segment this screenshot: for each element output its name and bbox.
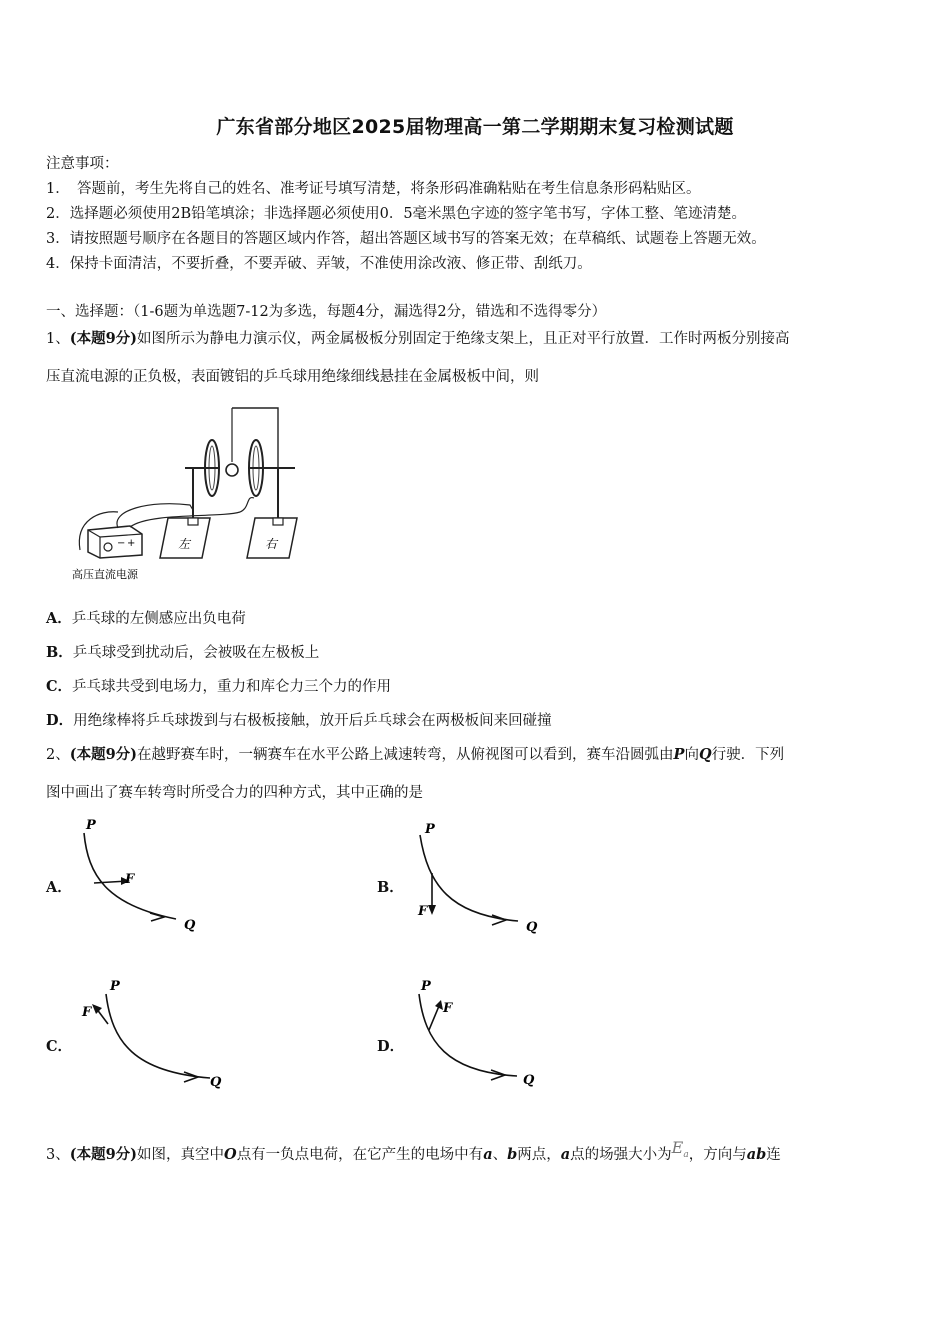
notice-item: 2．选择题必须使用2B铅笔填涂；非选择题必须使用0．5毫米黑色字迹的签字笔书写，字体工整、笔迹清楚。 xyxy=(46,206,747,222)
label-p: P xyxy=(421,979,431,994)
q2-text-line2: 图中画出了赛车转弯时所受合力的四种方式，其中正确的是 xyxy=(46,785,423,801)
q2-stem: 行驶．下列 xyxy=(711,747,785,763)
right-base-label: 右 xyxy=(265,537,278,551)
q3-stem: 点有一负点电荷，在它产生的电场中有 xyxy=(236,1147,484,1163)
option-letter: B． xyxy=(46,644,73,661)
q2-option-d-label[interactable]: D． xyxy=(377,1038,405,1055)
q2-option-b-figure[interactable] xyxy=(410,815,545,940)
section-heading: 一、选择题：（1-6题为单选题7-12为多选，每题4分，漏选得2分，错选和不选得零分） xyxy=(46,304,607,320)
q2-option-c-figure[interactable] xyxy=(78,972,228,1097)
option-text: 用绝缘棒将乒乓球拨到与右极板接触，放开后乒乓球会在两极板间来回碰撞 xyxy=(73,713,552,729)
ping-pong-ball xyxy=(226,464,238,476)
label-q: Q xyxy=(523,1073,535,1088)
symbol-e-subscript: a xyxy=(683,1150,689,1161)
segment-ab: ab xyxy=(746,1146,767,1163)
option-letter: C． xyxy=(46,678,73,695)
q2-score: (本题9分) xyxy=(69,746,138,763)
point-p: P xyxy=(673,746,685,763)
option-text: 乒乓球受到扰动后，会被吸在左极板上 xyxy=(72,645,320,661)
label-q: Q xyxy=(526,920,538,935)
q2-option-a-label[interactable]: A． xyxy=(46,879,72,896)
q2-option-c-label[interactable]: C． xyxy=(46,1038,73,1055)
notice-item: 3．请按照题号顺序在各题目的答题区域内作答，超出答题区域书写的答案无效；在草稿纸、试题卷上答题无效。 xyxy=(46,231,766,247)
notice-item: 4．保持卡面清洁，不要折叠，不要弄破、弄皱，不准使用涂改液、修正带、刮纸刀。 xyxy=(46,256,592,272)
notice-heading: 注意事项： xyxy=(46,156,119,172)
label-q: Q xyxy=(184,918,196,933)
q3-stem: 点的场强大小为 xyxy=(570,1147,672,1163)
minus-terminal-label: − xyxy=(117,538,126,549)
q3-stem: ，方向与 xyxy=(688,1147,747,1163)
q2-text-line1 xyxy=(46,743,906,764)
q1-option-a[interactable] xyxy=(46,607,906,628)
label-f: F xyxy=(82,1005,92,1020)
q1-number: 1、 xyxy=(46,331,70,347)
q2-number: 2、 xyxy=(46,747,70,763)
label-p: P xyxy=(425,822,435,837)
page-title: 广东省部分地区2025届物理高一第二学期期末复习检测试题 xyxy=(216,116,734,138)
point-a: a xyxy=(483,1146,493,1163)
q1-option-b[interactable] xyxy=(46,641,906,662)
point-a: a xyxy=(560,1146,571,1163)
label-f: F xyxy=(443,1001,453,1016)
q3-stem: 两点， xyxy=(517,1147,561,1163)
label-p: P xyxy=(110,979,120,994)
q1-option-d[interactable] xyxy=(46,709,906,730)
point-q: Q xyxy=(698,746,712,763)
label-p: P xyxy=(86,818,96,833)
q3-stem: 如图，真空中 xyxy=(137,1147,225,1163)
point-b: b xyxy=(507,1146,518,1163)
q1-score: (本题9分) xyxy=(69,330,138,347)
option-text: 乒乓球的左侧感应出负电荷 xyxy=(71,611,246,627)
q2-option-a-figure[interactable] xyxy=(76,815,206,940)
option-letter: D． xyxy=(46,712,74,729)
power-source-label: 高压直流电源 xyxy=(72,568,138,581)
point-o: O xyxy=(224,1146,237,1163)
label-q: Q xyxy=(210,1075,222,1090)
q2-stem: 在越野赛车时，一辆赛车在水平公路上减速转弯，从俯视图可以看到，赛车沿圆弧由 xyxy=(137,747,674,763)
q3-number: 3、 xyxy=(46,1147,70,1163)
electrostatic-demo-figure xyxy=(70,400,310,585)
left-base-label: 左 xyxy=(178,537,191,551)
q1-text-line2: 压直流电源的正负极，表面镀铝的乒乓球用绝缘细线悬挂在金属极板中间，则 xyxy=(46,369,539,385)
q2-option-b-label[interactable]: B． xyxy=(377,879,404,896)
force-arrow xyxy=(429,1006,439,1030)
q3-text-line1 xyxy=(46,1138,906,1166)
option-text: 乒乓球共受到电场力，重力和库仑力三个力的作用 xyxy=(72,679,392,695)
q2-stem: 向 xyxy=(684,747,699,763)
q2-option-d-figure[interactable] xyxy=(405,972,550,1097)
q3-score: (本题9分) xyxy=(69,1146,138,1163)
q1-text-line1 xyxy=(46,327,906,348)
label-f: F xyxy=(418,904,428,919)
option-letter: A． xyxy=(46,610,72,627)
symbol-e: E xyxy=(671,1138,684,1157)
label-f: F xyxy=(125,872,135,887)
q1-option-c[interactable] xyxy=(46,675,906,696)
q3-stem: 、 xyxy=(492,1147,508,1163)
q1-stem: 如图所示为静电力演示仪，两金属极板分别固定于绝缘支架上，且正对平行放置．工作时两板分别接高 xyxy=(137,331,790,347)
notice-item: 1． 答题前，考生先将自己的姓名、准考证号填写清楚，将条形码准确粘贴在考生信息条形码粘贴区。 xyxy=(46,181,701,197)
plus-terminal-label: + xyxy=(127,538,136,549)
q3-stem: 连 xyxy=(766,1147,781,1163)
field-strength-symbol xyxy=(671,1138,689,1161)
